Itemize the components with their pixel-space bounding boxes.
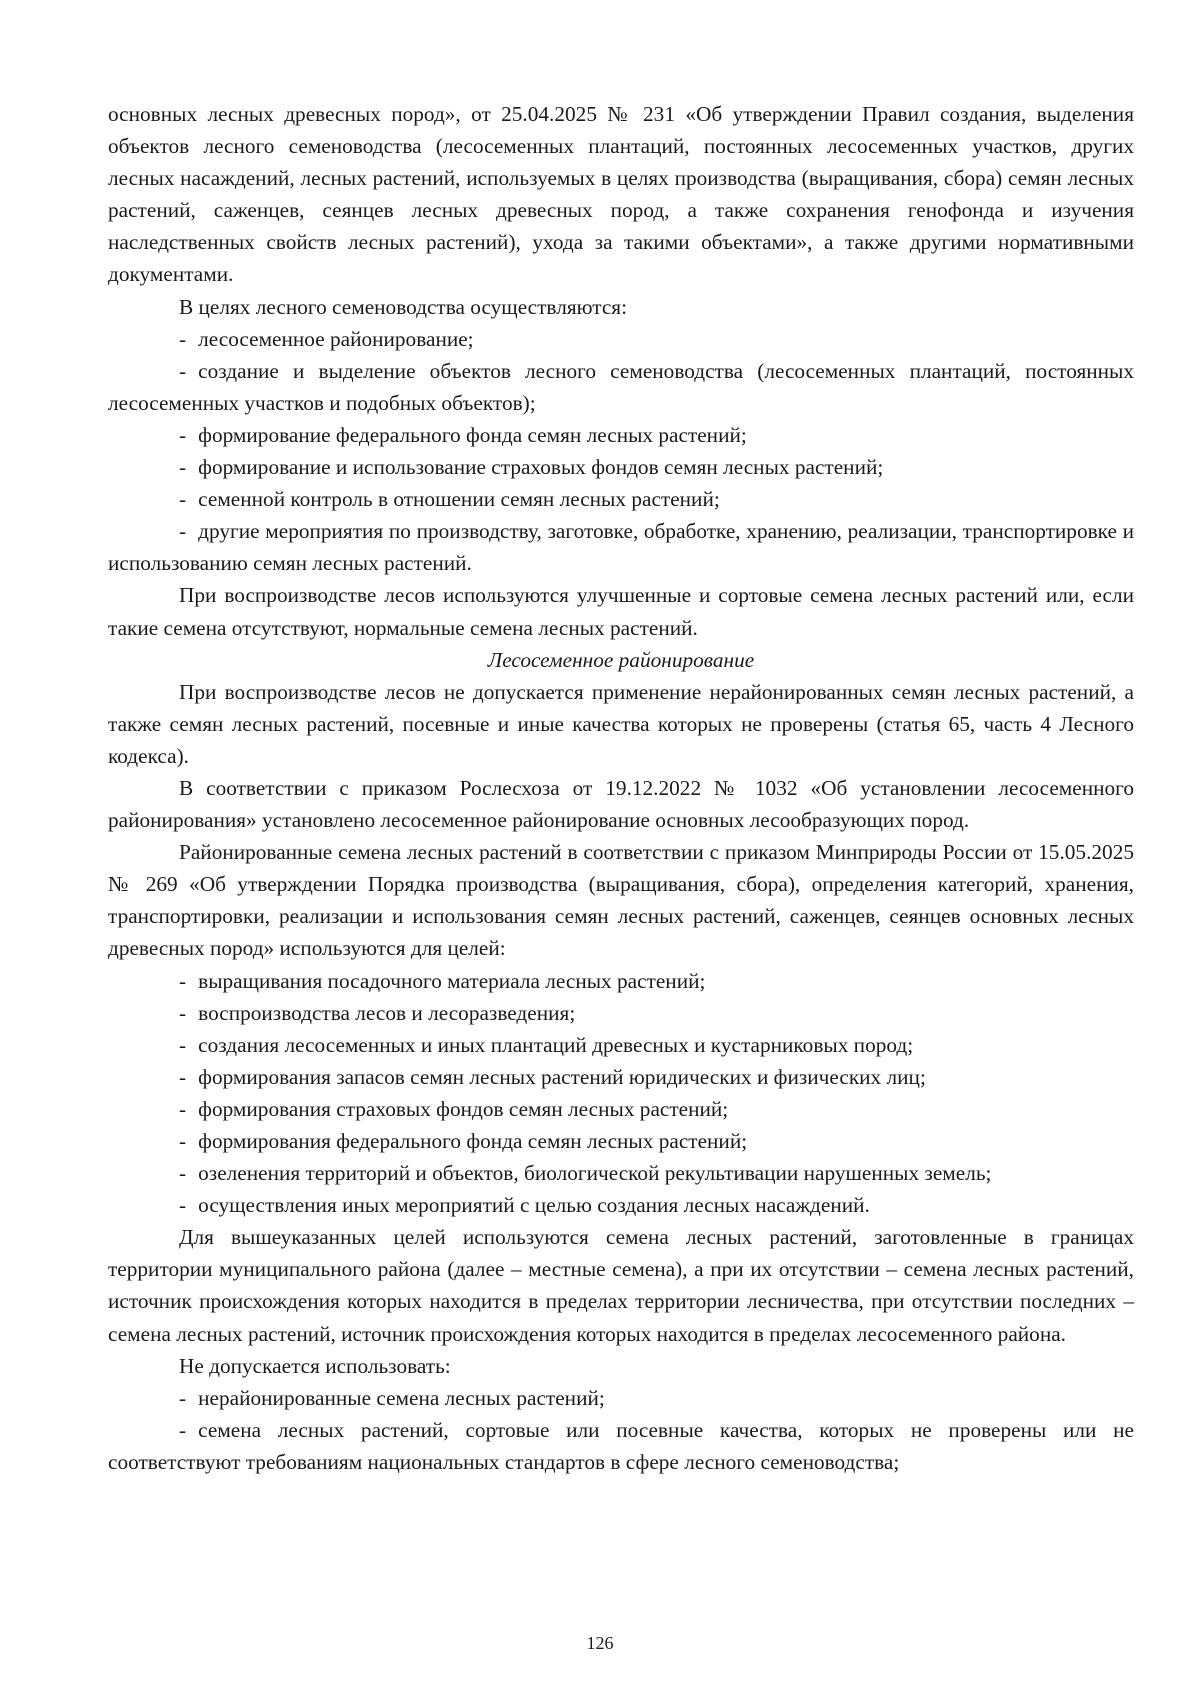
list-dash: - xyxy=(179,1032,187,1057)
paragraph: Не допускается использовать: xyxy=(179,1353,451,1378)
list-item xyxy=(108,1382,1134,1414)
list-item-text: воспроизводства лесов и лесоразведения; xyxy=(198,1000,576,1025)
list-item-text: осуществления иных мероприятий с целью создания лесных насаждений. xyxy=(198,1193,870,1218)
page-number: 126 xyxy=(586,1633,614,1653)
list-dash: - xyxy=(179,1417,187,1442)
document-body xyxy=(108,98,1134,1478)
list-dash: - xyxy=(179,422,187,447)
list-item-text: формирование и использование страховых фондов семян лесных растений; xyxy=(198,455,884,480)
list-dash: - xyxy=(179,1000,187,1025)
paragraph: В соответствии с приказом Рослесхоза от 19.12.2022 № 1032 «Об установлении лесосеменного районирования» установлено лесосеменное районирование основных лесообразующих пород. xyxy=(108,775,1134,833)
list-dash: - xyxy=(179,1096,187,1121)
list-item-text: формирования запасов семян лесных растений юридических и физических лиц; xyxy=(198,1064,926,1089)
list-dash: - xyxy=(179,1193,187,1218)
list-item xyxy=(108,355,1134,419)
list-item xyxy=(108,965,1134,997)
section-heading: Лесосеменное районирование xyxy=(487,647,755,672)
list-item xyxy=(108,1414,1134,1478)
list-item xyxy=(108,515,1134,579)
list-item xyxy=(108,1189,1134,1221)
list-dash: - xyxy=(179,1129,187,1153)
list-item-text: формирование федерального фонда семян лесных растений; xyxy=(198,422,747,447)
list-dash: - xyxy=(179,1064,187,1089)
paragraph: основных лесных древесных пород», от 25.04.2025 № 231 «Об утверждении Правил создания, выделения объектов лесного семеноводства (лесосеменных плантаций, постоянных лесосеменных участков, других лесных насаждений, лесных растений, используемых в целях производства (выращивания, сбора) семян лесных растений, саженцев, сеянцев лесных древесных пород, а также сохранения генофонда и изучения наследственных свойств лесных растений), ухода за такими объектами», а также другими нормативными документами. xyxy=(108,102,1134,287)
list-item-text: озеленения территорий и объектов, биологической рекультивации нарушенных земель; xyxy=(198,1161,992,1186)
paragraph: Для вышеуказанных целей используются семена лесных растений, заготовленные в границах территории муниципального района (далее – местные семена), а при их отсутствии – семена лесных растений, источник происхождения которых находится в пределах территории лесничества, при отсутствии последних – семена лесных растений, источник происхождения которых находится в пределах лесосеменного района. xyxy=(108,1225,1134,1346)
list-item-text: создание и выделение объектов лесного семеноводства (лесосеменных плантаций, постоянных лесосеменных участков и подобных объектов); xyxy=(108,358,1134,415)
list-dash: - xyxy=(179,487,187,512)
list-item xyxy=(108,1061,1134,1093)
list-item xyxy=(108,1093,1134,1125)
list-dash: - xyxy=(179,1161,187,1186)
list-item xyxy=(108,1029,1134,1061)
list-dash: - xyxy=(179,326,187,351)
list-item-text: нерайонированные семена лесных растений; xyxy=(198,1385,605,1410)
paragraph: При воспроизводстве лесов не допускается применение нерайонированных семян лесных растений, а также семян лесных растений, посевные и иные качества которых не проверены (статья 65, часть 4 Лесного кодекса). xyxy=(108,679,1134,768)
list-item xyxy=(108,1157,1134,1189)
list-item xyxy=(108,997,1134,1029)
list-item xyxy=(108,483,1134,515)
list-item xyxy=(108,451,1134,483)
list-item-text: создания лесосеменных и иных плантаций древесных и кустарниковых пород; xyxy=(198,1032,914,1057)
list-item-text: формирования федерального фонда семян лесных растений; xyxy=(198,1129,748,1153)
list-item xyxy=(108,419,1134,451)
list-item xyxy=(108,323,1134,355)
list-dash: - xyxy=(179,519,187,544)
list-item-text: формирования страховых фондов семян лесных растений; xyxy=(198,1096,729,1121)
list-item-text: другие мероприятия по производству, заготовке, обработке, хранению, реализации, транспортировке и использованию семян лесных растений. xyxy=(108,519,1134,576)
list-item-text: лесосеменное районирование; xyxy=(198,326,474,351)
list-dash: - xyxy=(179,1385,187,1410)
paragraph: Районированные семена лесных растений в соответствии с приказом Минприроды России от 15.05.2025 № 269 «Об утверждении Порядка производства (выращивания, сбора), определения категорий, хранения, транспортировки, реализации и использования семян лесных растений, саженцев, сеянцев основных лесных древесных пород» используются для целей: xyxy=(108,840,1134,961)
list-dash: - xyxy=(179,968,187,993)
list-dash: - xyxy=(179,358,187,383)
paragraph: При воспроизводстве лесов используются улучшенные и сортовые семена лесных растений или, если такие семена отсутствуют, нормальные семена лесных растений. xyxy=(108,583,1134,640)
list-item-text: семенной контроль в отношении семян лесных растений; xyxy=(198,487,720,512)
list-item-text: выращивания посадочного материала лесных растений; xyxy=(198,968,706,993)
paragraph: В целях лесного семеноводства осуществляются: xyxy=(179,294,627,319)
list-dash: - xyxy=(179,455,187,480)
list-item-text: семена лесных растений, сортовые или посевные качества, которых не проверены или не соответствуют требованиям национальных стандартов в сфере лесного семеноводства; xyxy=(108,1417,1134,1474)
list-item xyxy=(108,1125,1134,1157)
